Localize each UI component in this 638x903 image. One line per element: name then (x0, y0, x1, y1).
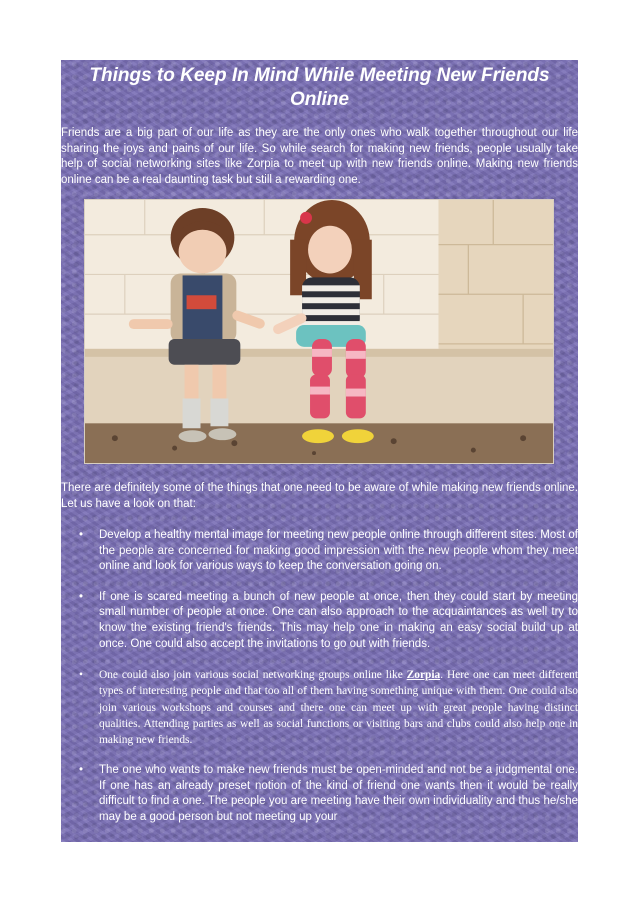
list-item (61, 763, 578, 825)
tips-list (61, 528, 578, 841)
children-photo (84, 199, 554, 464)
list-item-text-before: One could also join various social networking groups online like (99, 669, 407, 682)
children-photo-illustration (85, 200, 553, 463)
list-item-text-after: . Here one can meet different types of interesting people and that too all of them having something unique with them. One could also join various workshops and courses and there one can meet up with great people having distinct qualities. Attending parties as well as social functions or visiting bars and clubs could also help one in making new friends. (99, 669, 578, 746)
lead-paragraph: There are definitely some of the things that one need to be aware of while making new friends online. Let us have a look on that: (61, 482, 578, 510)
list-item (61, 667, 578, 748)
bullet-icon: • (79, 590, 84, 603)
list-item-text: Develop a healthy mental image for meeting new people online through different sites. Most of the people are concerned for making good impression with the new people whom they meet online and look for various ways to keep the conversation going on. (99, 529, 578, 573)
bullet-icon: • (79, 764, 84, 777)
list-item-text: If one is scared meeting a bunch of new people at once, then they could start by meeting small number of people at once. One can also approach to the acquaintances as well try to know the existing friend's friends. This may help one in making an easy social build up at once. One could also accept the invitations to go out with friends. (99, 590, 578, 650)
list-item-text: The one who wants to make new friends must be open-minded and not be a judgmental one. If one has an already preset notion of the kind of friend one wants then it would be really difficult to find a one. The people you are meeting have their own individuality and thus he/she may be a good person but not meeting up your (99, 764, 578, 823)
bullet-icon: • (79, 529, 84, 541)
page-title: Things to Keep In Mind While Meeting New Friends Online (89, 65, 550, 110)
document-panel (61, 60, 578, 842)
bullet-icon: • (79, 669, 83, 682)
list-item (61, 590, 578, 652)
zorpia-link[interactable]: Zorpia (406, 669, 441, 682)
list-item (61, 528, 578, 575)
intro-paragraph: Friends are a big part of our life as they are the only ones who walk together throughout our life sharing the joys and pains of our life. So while search for making new friends, people usually take help of social networking sites like Zorpia to meet up with new friends online. Making new friends online can be a real daunting task but still a rewarding one. (61, 127, 578, 186)
